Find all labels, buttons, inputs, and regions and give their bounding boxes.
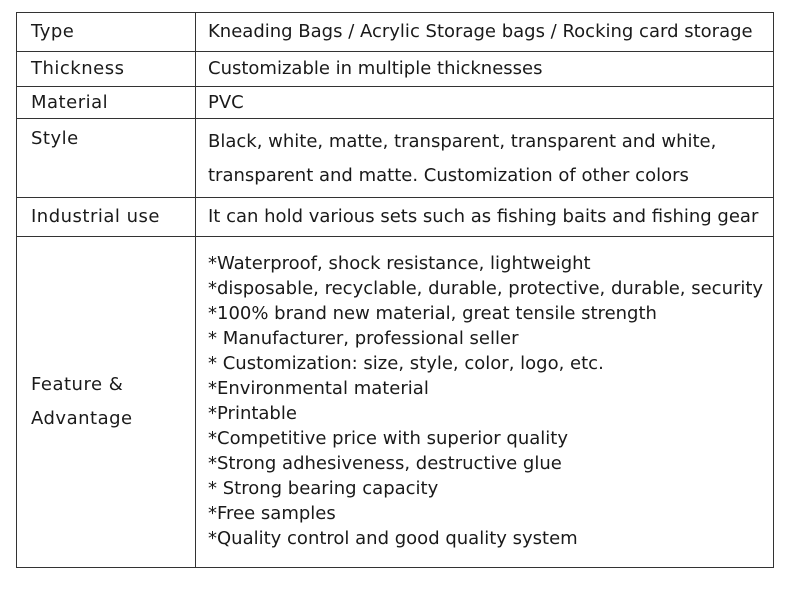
- spec-row-type: [17, 13, 774, 52]
- feature-item: * Manufacturer, professional seller: [208, 328, 519, 349]
- feature-label-line: Advantage: [31, 408, 133, 429]
- spec-row-feature-advantage: [17, 237, 774, 568]
- spec-value-material: PVC: [196, 87, 774, 119]
- spec-row-industrial-use: [17, 198, 774, 237]
- feature-item: *Quality control and good quality system: [208, 528, 578, 549]
- spec-label-industrial-use: Industrial use: [17, 198, 196, 237]
- style-line: Black, white, matte, transparent, transparent and white,: [208, 131, 717, 152]
- spec-value-thickness: Customizable in multiple thicknesses: [196, 52, 774, 87]
- spec-label-feature-advantage: [17, 237, 196, 568]
- feature-item: *Waterproof, shock resistance, lightweight: [208, 253, 591, 274]
- spec-row-style: [17, 119, 774, 198]
- product-spec-table: [16, 12, 774, 568]
- feature-item: *Printable: [208, 403, 297, 424]
- spec-value-industrial-use: It can hold various sets such as fishing baits and fishing gear: [196, 198, 774, 237]
- style-line: transparent and matte. Customization of other colors: [208, 165, 689, 186]
- feature-item: *Free samples: [208, 503, 336, 524]
- feature-item: *disposable, recyclable, durable, protective, durable, security: [208, 278, 764, 299]
- spec-label-style: Style: [17, 119, 196, 198]
- spec-label-thickness: Thickness: [17, 52, 196, 87]
- feature-item: * Customization: size, style, color, logo, etc.: [208, 353, 604, 374]
- feature-item: *Strong adhesiveness, destructive glue: [208, 453, 562, 474]
- feature-item: *100% brand new material, great tensile strength: [208, 303, 657, 324]
- spec-value-feature-advantage: [196, 237, 774, 568]
- feature-item: * Strong bearing capacity: [208, 478, 439, 499]
- spec-row-thickness: [17, 52, 774, 87]
- feature-list: [208, 241, 773, 563]
- feature-item: *Environmental material: [208, 378, 429, 399]
- spec-label-type: Type: [17, 13, 196, 52]
- spec-label-material: Material: [17, 87, 196, 119]
- spec-value-type: Kneading Bags / Acrylic Storage bags / Rocking card storage: [196, 13, 774, 52]
- spec-value-style: [196, 119, 774, 198]
- feature-item: *Competitive price with superior quality: [208, 428, 569, 449]
- spec-row-material: [17, 87, 774, 119]
- feature-label-line: Feature &: [31, 374, 124, 395]
